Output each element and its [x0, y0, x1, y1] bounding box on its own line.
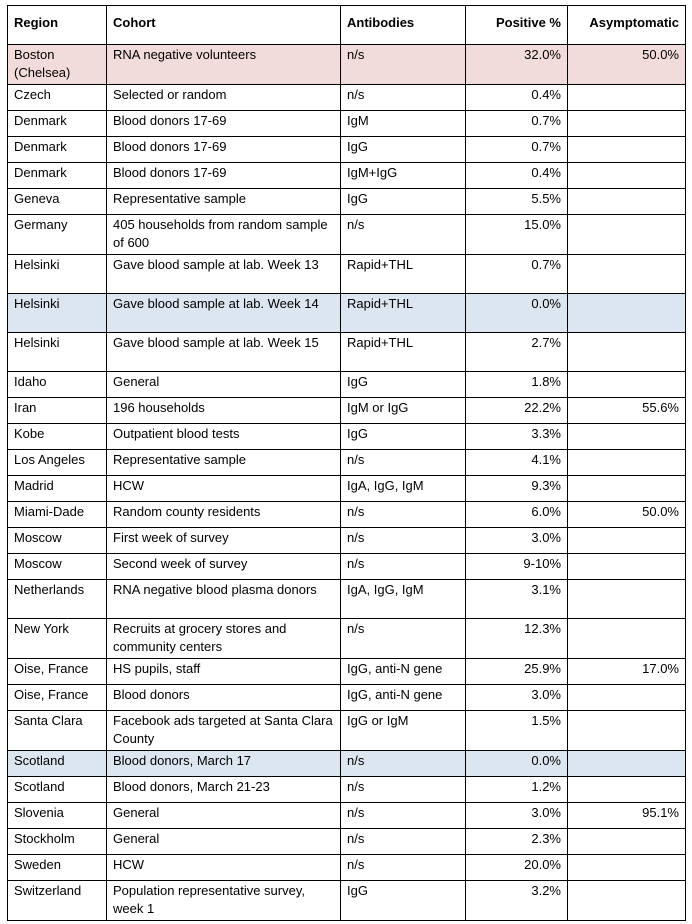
cell-asymptomatic — [568, 111, 686, 137]
cell-antibodies: n/s — [341, 215, 466, 255]
cell-asymptomatic — [568, 777, 686, 803]
cell-cohort: General — [107, 829, 341, 855]
cell-positive: 9.3% — [466, 476, 568, 502]
table-row — [8, 333, 686, 372]
cell-cohort: Gave blood sample at lab. Week 15 — [107, 333, 341, 372]
cell-antibodies: IgG — [341, 372, 466, 398]
table-row — [8, 294, 686, 333]
cell-asymptomatic: 50.0% — [568, 502, 686, 528]
table-row — [8, 85, 686, 111]
cell-antibodies: IgG — [341, 881, 466, 921]
table-row — [8, 255, 686, 294]
table-header-row — [8, 6, 686, 45]
cell-asymptomatic — [568, 85, 686, 111]
cell-positive: 5.5% — [466, 189, 568, 215]
cell-asymptomatic — [568, 137, 686, 163]
cell-positive: 3.1% — [466, 580, 568, 619]
cell-antibodies: Rapid+THL — [341, 333, 466, 372]
cell-asymptomatic — [568, 881, 686, 921]
table-row — [8, 45, 686, 85]
cell-positive: 15.0% — [466, 215, 568, 255]
cell-cohort: Recruits at grocery stores and community centers — [107, 619, 341, 659]
table-row — [8, 751, 686, 777]
cell-positive: 1.2% — [466, 777, 568, 803]
cell-cohort: RNA negative blood plasma donors — [107, 580, 341, 619]
cell-region: New York — [8, 619, 107, 659]
cell-region: Czech — [8, 85, 107, 111]
cell-cohort: Blood donors 17-69 — [107, 163, 341, 189]
cell-region: Denmark — [8, 137, 107, 163]
table-row — [8, 803, 686, 829]
cell-cohort: Random county residents — [107, 502, 341, 528]
header-antibodies: Antibodies — [341, 6, 466, 45]
cell-asymptomatic — [568, 554, 686, 580]
cell-region: Oise, France — [8, 685, 107, 711]
cell-antibodies: IgM+IgG — [341, 163, 466, 189]
cell-cohort: HS pupils, staff — [107, 659, 341, 685]
cell-cohort: RNA negative volunteers — [107, 45, 341, 85]
cell-region: Madrid — [8, 476, 107, 502]
cell-cohort: Gave blood sample at lab. Week 14 — [107, 294, 341, 333]
cell-region: Denmark — [8, 111, 107, 137]
cell-asymptomatic — [568, 450, 686, 476]
cell-cohort: Gave blood sample at lab. Week 13 — [107, 255, 341, 294]
header-cohort: Cohort — [107, 6, 341, 45]
cell-region: Helsinki — [8, 294, 107, 333]
cell-antibodies: n/s — [341, 502, 466, 528]
cell-antibodies: IgG — [341, 424, 466, 450]
table-row — [8, 829, 686, 855]
cell-positive: 2.7% — [466, 333, 568, 372]
cell-cohort: HCW — [107, 855, 341, 881]
cell-region: Santa Clara — [8, 711, 107, 751]
cell-region: Geneva — [8, 189, 107, 215]
cell-cohort: 196 households — [107, 398, 341, 424]
cell-asymptomatic: 55.6% — [568, 398, 686, 424]
cell-positive: 3.0% — [466, 685, 568, 711]
cell-positive: 0.0% — [466, 751, 568, 777]
cell-positive: 32.0% — [466, 45, 568, 85]
cell-region: Slovenia — [8, 803, 107, 829]
cell-asymptomatic — [568, 580, 686, 619]
table-row — [8, 619, 686, 659]
cell-asymptomatic: 95.1% — [568, 803, 686, 829]
table-body — [8, 45, 686, 921]
table-row — [8, 554, 686, 580]
cell-positive: 3.0% — [466, 528, 568, 554]
cell-antibodies: IgA, IgG, IgM — [341, 476, 466, 502]
cell-region: Switzerland — [8, 881, 107, 921]
cell-antibodies: n/s — [341, 450, 466, 476]
cell-positive: 25.9% — [466, 659, 568, 685]
cell-asymptomatic — [568, 163, 686, 189]
cell-asymptomatic: 50.0% — [568, 45, 686, 85]
cell-antibodies: n/s — [341, 554, 466, 580]
table-row — [8, 711, 686, 751]
cell-cohort: Blood donors 17-69 — [107, 111, 341, 137]
cell-positive: 1.5% — [466, 711, 568, 751]
cell-asymptomatic: 17.0% — [568, 659, 686, 685]
cell-region: Helsinki — [8, 255, 107, 294]
cell-asymptomatic — [568, 685, 686, 711]
cell-positive: 6.0% — [466, 502, 568, 528]
cell-asymptomatic — [568, 333, 686, 372]
cell-cohort: 405 households from random sample of 600 — [107, 215, 341, 255]
cell-positive: 0.4% — [466, 163, 568, 189]
cell-positive: 2.3% — [466, 829, 568, 855]
cell-antibodies: n/s — [341, 751, 466, 777]
cell-cohort: General — [107, 372, 341, 398]
cell-positive: 12.3% — [466, 619, 568, 659]
table-row — [8, 398, 686, 424]
cell-positive: 4.1% — [466, 450, 568, 476]
cell-asymptomatic — [568, 829, 686, 855]
table-row — [8, 450, 686, 476]
cell-asymptomatic — [568, 711, 686, 751]
cell-region: Idaho — [8, 372, 107, 398]
cell-region: Miami-Dade — [8, 502, 107, 528]
cell-antibodies: Rapid+THL — [341, 294, 466, 333]
cell-antibodies: Rapid+THL — [341, 255, 466, 294]
cell-antibodies: IgM or IgG — [341, 398, 466, 424]
cell-cohort: First week of survey — [107, 528, 341, 554]
cell-positive: 0.7% — [466, 111, 568, 137]
table-row — [8, 580, 686, 619]
cell-cohort: General — [107, 803, 341, 829]
cell-cohort: Blood donors 17-69 — [107, 137, 341, 163]
cell-asymptomatic — [568, 619, 686, 659]
table-row — [8, 137, 686, 163]
cell-cohort: Blood donors, March 21-23 — [107, 777, 341, 803]
cell-positive: 0.0% — [466, 294, 568, 333]
cell-antibodies: IgG, anti-N gene — [341, 685, 466, 711]
header-asymptomatic: Asymptomatic — [568, 6, 686, 45]
table-row — [8, 215, 686, 255]
table-row — [8, 502, 686, 528]
cell-region: Moscow — [8, 554, 107, 580]
cell-region: Stockholm — [8, 829, 107, 855]
cell-cohort: Second week of survey — [107, 554, 341, 580]
cell-cohort: Population representative survey, week 1 — [107, 881, 341, 921]
cell-antibodies: n/s — [341, 619, 466, 659]
cell-antibodies: n/s — [341, 803, 466, 829]
table-row — [8, 528, 686, 554]
cell-region: Helsinki — [8, 333, 107, 372]
cell-antibodies: IgM — [341, 111, 466, 137]
cell-positive: 9-10% — [466, 554, 568, 580]
cell-asymptomatic — [568, 372, 686, 398]
table-row — [8, 777, 686, 803]
cell-asymptomatic — [568, 215, 686, 255]
cell-region: Denmark — [8, 163, 107, 189]
cell-asymptomatic — [568, 476, 686, 502]
cell-antibodies: n/s — [341, 777, 466, 803]
table-row — [8, 189, 686, 215]
serology-studies-table — [7, 5, 686, 921]
table-row — [8, 476, 686, 502]
cell-positive: 0.7% — [466, 255, 568, 294]
cell-antibodies: IgA, IgG, IgM — [341, 580, 466, 619]
cell-antibodies: n/s — [341, 45, 466, 85]
cell-antibodies: IgG — [341, 137, 466, 163]
table-row — [8, 659, 686, 685]
cell-asymptomatic — [568, 189, 686, 215]
header-positive: Positive % — [466, 6, 568, 45]
cell-region: Los Angeles — [8, 450, 107, 476]
table-row — [8, 372, 686, 398]
cell-positive: 22.2% — [466, 398, 568, 424]
cell-asymptomatic — [568, 751, 686, 777]
table-row — [8, 163, 686, 189]
cell-region: Iran — [8, 398, 107, 424]
cell-positive: 20.0% — [466, 855, 568, 881]
cell-cohort: Facebook ads targeted at Santa Clara County — [107, 711, 341, 751]
cell-positive: 3.3% — [466, 424, 568, 450]
cell-positive: 1.8% — [466, 372, 568, 398]
header-region: Region — [8, 6, 107, 45]
cell-region: Scotland — [8, 751, 107, 777]
cell-region: Germany — [8, 215, 107, 255]
cell-region: Boston (Chelsea) — [8, 45, 107, 85]
cell-antibodies: n/s — [341, 855, 466, 881]
cell-asymptomatic — [568, 294, 686, 333]
cell-positive: 0.4% — [466, 85, 568, 111]
cell-antibodies: IgG — [341, 189, 466, 215]
cell-antibodies: n/s — [341, 528, 466, 554]
cell-antibodies: IgG, anti-N gene — [341, 659, 466, 685]
table-row — [8, 424, 686, 450]
cell-cohort: HCW — [107, 476, 341, 502]
cell-cohort: Representative sample — [107, 450, 341, 476]
cell-asymptomatic — [568, 255, 686, 294]
cell-asymptomatic — [568, 424, 686, 450]
cell-positive: 3.0% — [466, 803, 568, 829]
cell-antibodies: n/s — [341, 829, 466, 855]
cell-cohort: Blood donors — [107, 685, 341, 711]
cell-region: Netherlands — [8, 580, 107, 619]
cell-region: Oise, France — [8, 659, 107, 685]
table-row — [8, 881, 686, 921]
cell-asymptomatic — [568, 528, 686, 554]
cell-cohort: Blood donors, March 17 — [107, 751, 341, 777]
cell-cohort: Representative sample — [107, 189, 341, 215]
cell-cohort: Selected or random — [107, 85, 341, 111]
cell-antibodies: n/s — [341, 85, 466, 111]
table-row — [8, 685, 686, 711]
cell-region: Sweden — [8, 855, 107, 881]
cell-region: Scotland — [8, 777, 107, 803]
cell-antibodies: IgG or IgM — [341, 711, 466, 751]
table-row — [8, 111, 686, 137]
cell-cohort: Outpatient blood tests — [107, 424, 341, 450]
cell-region: Moscow — [8, 528, 107, 554]
cell-region: Kobe — [8, 424, 107, 450]
cell-asymptomatic — [568, 855, 686, 881]
cell-positive: 0.7% — [466, 137, 568, 163]
table-row — [8, 855, 686, 881]
cell-positive: 3.2% — [466, 881, 568, 921]
